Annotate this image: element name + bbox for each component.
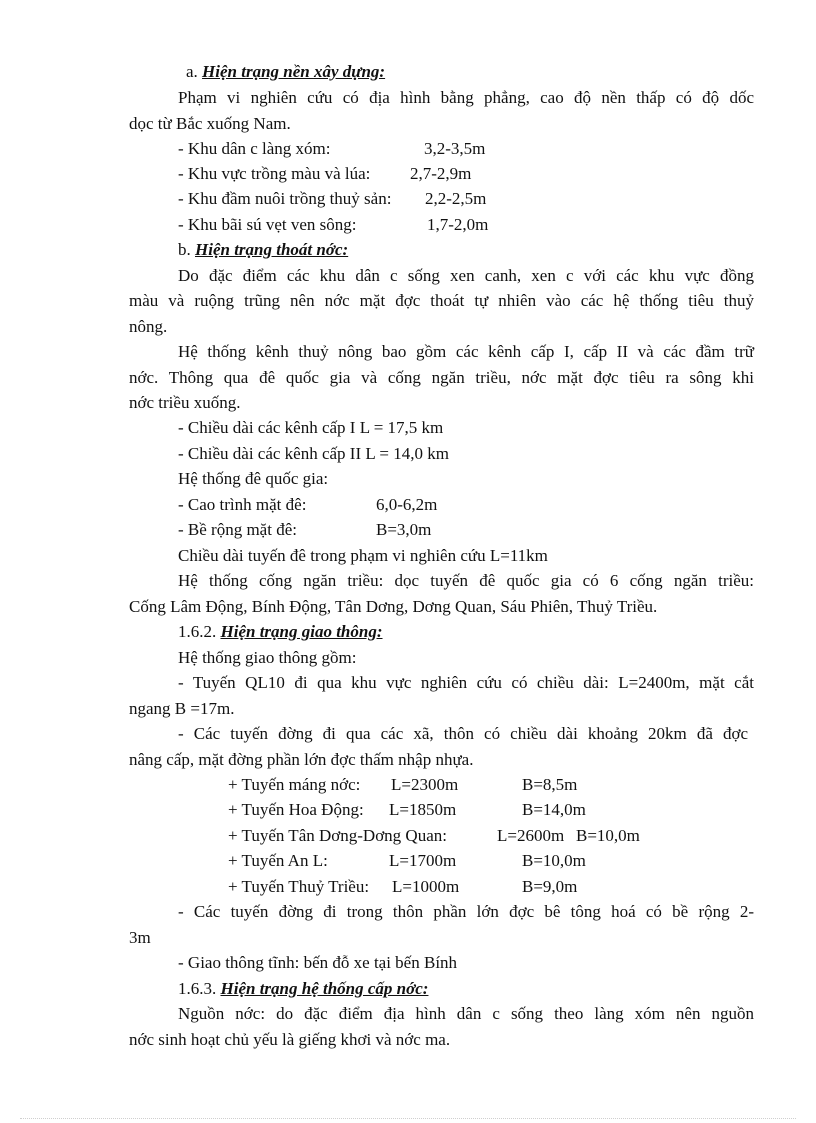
section-162-title: Hiện trạng giao thông: (220, 622, 383, 641)
route-length: L=1850m (389, 800, 457, 819)
canal-item: - Chiều dài các kênh cấp I L = 17,5 km (178, 418, 444, 437)
b-para1-line-1: Do đặc điểm các khu dân c sống xen canh, xen c với các khu vực đồng (178, 266, 754, 285)
route-width: B=9,0m (522, 877, 578, 896)
section-a-heading (186, 61, 385, 83)
b-para2-line-2: nớc. Thông qua đê quốc gia và cống ngăn triều, nớc mặt đợc tiêu ra sông khi (129, 368, 754, 387)
b-para2-line-1: Hệ thống kênh thuỷ nông bao gồm các kênh cấp I, cấp II và các đầm trữ (178, 342, 754, 361)
canal-item: - Chiều dài các kênh cấp II L = 14,0 km (178, 444, 449, 463)
elevation-label: - Khu đầm nuôi trồng thuỷ sản: (178, 189, 392, 208)
route-name: + Tuyến An L: (228, 851, 328, 870)
section-163-title: Hiện trạng hệ thống cấp nớc: (220, 979, 429, 998)
route-name: + Tuyến Thuỷ Triều: (228, 877, 370, 896)
static-traffic: - Giao thông tĩnh: bến đỗ xe tại bến Bính (178, 953, 458, 972)
route-name: + Tuyến Hoa Động: (228, 800, 364, 819)
section-163-heading (178, 978, 428, 1000)
route-length: L=2300m (391, 775, 459, 794)
section-162-heading (178, 621, 383, 643)
route-width: B=10,0m (522, 851, 586, 870)
village-roads-line-1: - Các tuyến đờng đi trong thôn phần lớn đợc bê tông hoá có bề rộng 2- (178, 902, 754, 921)
sluice-line-1: Hệ thống cống ngăn triều: dọc tuyến đê quốc gia có 6 cống ngăn triều: (178, 571, 754, 590)
dyke-value: B=3,0m (376, 520, 432, 539)
roads-line-1: - Các tuyến đờng đi qua các xã, thôn có chiều dài khoảng 20km đã đợc (178, 724, 748, 743)
ql10-line-1: - Tuyến QL10 đi qua khu vực nghiên cứu có chiều dài: L=2400m, mặt cắt (178, 673, 754, 692)
section-b-title: Hiện trạng thoát nớc: (195, 240, 349, 259)
traffic-intro: Hệ thống giao thông gồm: (178, 648, 357, 667)
dyke-heading: Hệ thống đê quốc gia: (178, 469, 329, 488)
a-para-line-2: dọc từ Bắc xuống Nam. (129, 114, 291, 133)
route-width: B=14,0m (522, 800, 586, 819)
water-line-1: Nguồn nớc: do đặc điểm địa hình dân c sống theo làng xóm nên nguồn (178, 1004, 754, 1023)
section-163-number: 1.6.3. (178, 979, 217, 998)
sluice-line-2: Cống Lâm Động, Bính Động, Tân Dơng, Dơng Quan, Sáu Phiên, Thuỷ Triều. (129, 597, 658, 616)
elevation-label: - Khu vực trồng màu và lúa: (178, 164, 371, 183)
water-line-2: nớc sinh hoạt chủ yếu là giếng khơi và nớc ma. (129, 1030, 451, 1049)
ql10-line-2: ngang B =17m. (129, 699, 235, 718)
elevation-value: 2,7-2,9m (410, 164, 472, 183)
dyke-length: Chiều dài tuyến đê trong phạm vi nghiên cứu L=11km (178, 546, 548, 565)
dyke-label: - Bề rộng mặt đê: (178, 520, 297, 539)
dyke-value: 6,0-6,2m (376, 495, 438, 514)
dyke-label: - Cao trình mặt đê: (178, 495, 307, 514)
route-width: B=10,0m (576, 826, 640, 845)
section-b-prefix: b. (178, 240, 191, 259)
b-para2-line-3: nớc triều xuống. (129, 393, 241, 412)
section-b-heading (178, 239, 348, 261)
elevation-label: - Khu dân c làng xóm: (178, 139, 331, 158)
route-width: B=8,5m (522, 775, 578, 794)
roads-line-2: nâng cấp, mặt đờng phần lớn đợc thấm nhập nhựa. (129, 750, 474, 769)
b-para1-line-3: nông. (129, 317, 168, 336)
b-para1-line-2: màu và ruộng trũng nên nớc mặt đợc thoát tự nhiên vào các hệ thống tiêu thuỷ (129, 291, 754, 310)
route-name: + Tuyến Tân Dơng-Dơng Quan: (228, 826, 447, 845)
page-bottom-rule (20, 1118, 796, 1119)
route-name: + Tuyến máng nớc: (228, 775, 361, 794)
route-length: L=2600m (497, 826, 565, 845)
elevation-value: 1,7-2,0m (427, 215, 489, 234)
route-length: L=1000m (392, 877, 460, 896)
section-a-title: Hiện trạng nền xây dựng: (202, 62, 386, 81)
elevation-label: - Khu bãi sú vẹt ven sông: (178, 215, 357, 234)
elevation-value: 3,2-3,5m (424, 139, 486, 158)
village-roads-line-2: 3m (129, 928, 151, 947)
section-162-number: 1.6.2. (178, 622, 217, 641)
a-para-line-1: Phạm vi nghiên cứu có địa hình bằng phẳng, cao độ nền thấp có độ dốc (178, 88, 754, 107)
section-a-prefix: a. (186, 62, 198, 81)
route-length: L=1700m (389, 851, 457, 870)
elevation-value: 2,2-2,5m (425, 189, 487, 208)
